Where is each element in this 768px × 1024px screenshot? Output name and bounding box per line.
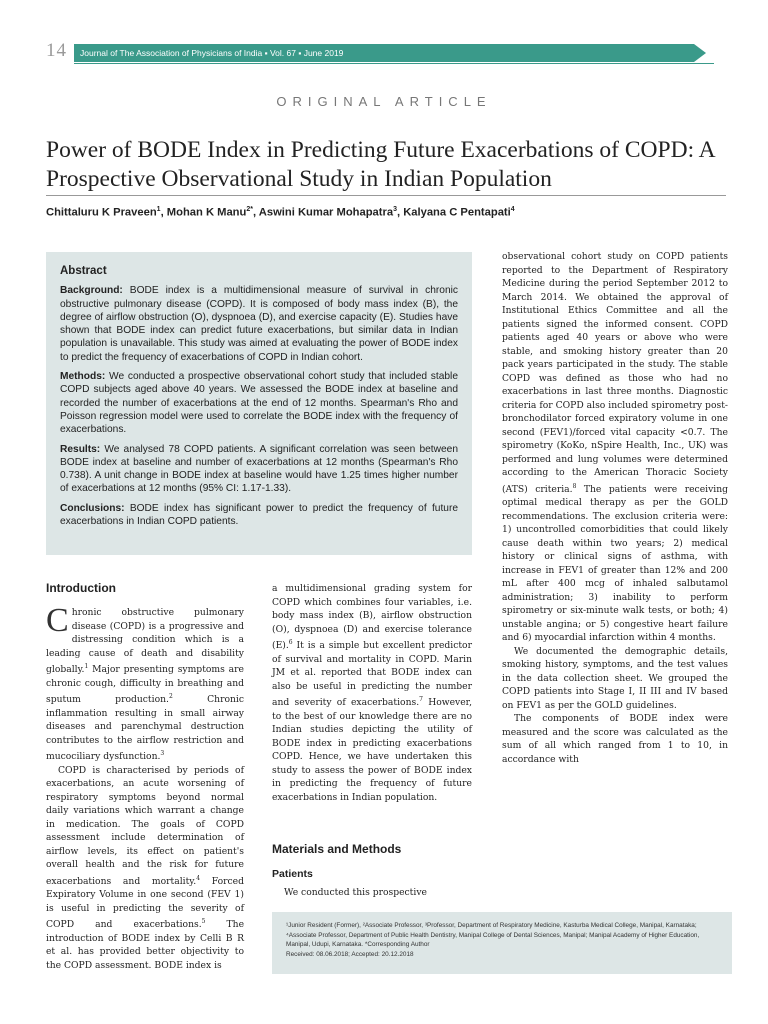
middle-paragraph-1: [272, 582, 472, 804]
author-affiliation-mark: 2*: [246, 206, 253, 213]
patients-heading: Patients: [272, 868, 313, 880]
journal-line: Journal of The Association of Physicians of India ▪ Vol. 67 ▪ June 2019: [80, 48, 344, 58]
body-text: The patients were receiving optimal medical therapy as per the GOLD recommendations. The exclusion criteria were: 1) uncontrolled comorbidities that could likely cause death within two years; 2) medical history or clinical signs of asthma, with increase in FEV1 of greater than 12% and 200 mL after 400 mcg of inhaled salbutamol administration; 3) inability to perform spirometry or six-minute walk tests, or both; 4) unstable angina; or 5) congestive heart failure and 6) myocardial infarction within 4 months.: [502, 483, 729, 644]
citation-ref: 1: [84, 663, 89, 670]
author: Aswini Kumar Mohapatra: [258, 206, 394, 219]
author: Chittaluru K Praveen: [46, 206, 157, 219]
introduction-column: [46, 602, 245, 972]
header-arrow-decoration: [694, 44, 706, 62]
intro-text: hronic obstructive pulmonary disease (COPD) is a progressive and distressing condition which is a leading cause of death and disability globally.: [46, 607, 244, 676]
intro-text: COPD is characterised by periods of exacerbations, an acute worsening of respiratory symptoms beyond normal daily variations which warrant a change in medication. The goals of COPD assessment include determination of airflow levels, its effect on patient's overall health and the risk for future exacerbations and mortality.: [46, 764, 244, 887]
article-title: Power of BODE Index in Predicting Future Exacerbations of COPD: A Prospective Observational Study in Indian Population: [46, 137, 715, 192]
dropcap-letter: C: [46, 602, 69, 639]
introduction-paragraph-1: [46, 602, 244, 764]
citation-ref: 3: [160, 750, 165, 758]
author: Mohan K Manu: [166, 206, 247, 219]
citation-ref: 5: [201, 918, 206, 926]
introduction-heading: Introduction: [46, 581, 116, 595]
received-accepted-dates: Received: 08.06.2018; Accepted: 20.12.2018: [286, 950, 414, 958]
middle-column: [272, 582, 472, 804]
abstract-results: [60, 443, 458, 496]
abstract-conclusions: [60, 502, 458, 529]
body-text: It is a simple but excellent predictor of survival and mortality in COPD. Marin JM et al. reported that BODE index can also be useful in predicting the number and severity of exacerbations.: [272, 640, 472, 709]
intro-text: Chronic inflammation resulting in small airway diseases and parenchymal destruction contributes to the airflow restriction and mucociliary dysfunction.: [46, 694, 244, 763]
page-number: 14: [46, 40, 67, 61]
abstract-box: [46, 252, 472, 555]
right-column: [502, 250, 728, 766]
citation-ref: 8: [572, 482, 577, 490]
abstract-conclusions-label: Conclusions:: [60, 502, 125, 514]
citation-ref: 6: [288, 639, 293, 646]
right-paragraph-3: The components of BODE index were measured and the score was calculated as the sum of all which ranged from 1 to 10, in accordance with: [502, 713, 728, 765]
author: Kalyana C Pentapati: [403, 206, 511, 219]
intro-text: The introduction of BODE index by Celli B R et al. has provided better objectivity to the COPD assessment. BODE index is: [46, 919, 245, 971]
abstract-methods-text: We conducted a prospective observational cohort study that included stable COPD subjects aged above 40 years. We assessed the BODE index at baseline and recorded the number of exacerbations at the end of 12 months. Spearman's Rho and Poisson regression model were used to correlate the BODE index with the frequency of exacerbations.: [60, 371, 458, 436]
body-text: observational cohort study on COPD patients reported to the Department of Respiratory Medicine during the period September 2012 to March 2014. We obtained the approval of Institutional Ethics Committee and all the patients signed the informed consent. COPD patients aged 40 years or above who were stable, and smoking history greater than 20 pack years participated in the study. The stable COPD was defined as those who had no exacerbations in last three months. Diagnostic criteria for COPD also included spirometry post-bronchodilator forced expiratory volume in one second (FEV1)/forced vital capacity <0.7. The spirometry (KoKo, nSpire Health, Inc., UK) was performed and lung volumes were determined according to the American Thoracic Society (ATS) criteria.: [502, 251, 728, 495]
body-text: However, to the best of our knowledge there are no Indian studies depicting the utility of BODE index in predicting exacerbations COPD. Hence, we have undertaken this study to assess the power of BODE index in predicting the frequency of future exacerbations in Indian population.: [272, 697, 472, 803]
header-divider: [74, 63, 714, 64]
journal-header-bar: [74, 44, 694, 62]
section-label: ORIGINAL ARTICLE: [276, 94, 492, 109]
abstract-methods-label: Methods:: [60, 371, 106, 383]
author-affiliation-mark: 3: [393, 206, 397, 213]
citation-ref: 7: [419, 696, 423, 704]
abstract-conclusions-text: BODE index has significant power to predict the frequency of future exacerbations in Indian COPD patients.: [60, 502, 458, 528]
citation-ref: 2: [168, 693, 173, 701]
right-paragraph-1: [502, 250, 728, 645]
introduction-paragraph-2: [46, 764, 244, 973]
author-affiliation-mark: 4: [510, 206, 515, 213]
abstract-methods: [60, 370, 458, 436]
abstract-results-text: We analysed 78 COPD patients. A significant correlation was seen between BODE index at baseline and number of exacerbations at 12 months (Spearman's Rho 0.738). A unit change in BODE index at baseline would have 1.25 times higher number of exacerbations at 12 months (95% CI: 1.17-1.33).: [60, 443, 458, 495]
methods-heading: Materials and Methods: [272, 842, 402, 856]
citation-ref: 4: [196, 874, 201, 882]
abstract-background-text: BODE index is a multidimensional measure of survival in chronic obstructive pulmonary disease (COPD). It is composed of body mass index (B), the degree of airflow obstruction (O), dyspnoea (D), and exercise capacity (E). Studies have shown that BODE index can predict future exacerbations, but similar data in Indian population is unavailable. This study was aimed at evaluating the power of BODE index to predict the frequency of exacerbations of COPD in Indian cohort.: [60, 285, 458, 363]
intro-text: Major presenting symptoms are chronic cough, difficulty in breathing and sputum production.: [46, 664, 244, 706]
affiliations-text: ¹Junior Resident (Former), ²Associate Professor, ³Professor, Department of Respiratory Medicine, Kasturba Medical College, Manipal, Karnataka; ⁴Associate Professor, Department of Public Health Dentistry, Manipal College of Dental Sciences, Manipal; Manipal Academy of Higher Education, Manipal, Udupi, Karnataka. *Corresponding Author: [286, 922, 700, 948]
abstract-background: [60, 284, 458, 364]
patients-column: [272, 886, 472, 900]
affiliation-footnote: [272, 912, 732, 974]
title-divider: [46, 195, 726, 196]
intro-text: Forced Expiratory Volume in one second (FEV 1) is useful in predicting the severity of COPD and exacerbations.: [46, 875, 244, 931]
right-paragraph-2: We documented the demographic details, smoking history, symptoms, and the test values in the data collection sheet. We grouped the COPD patients into Stage I, II III and IV based on FEV1 as per the GOLD guidelines.: [502, 645, 728, 711]
abstract-heading: Abstract: [60, 265, 107, 277]
patients-paragraph: We conducted this prospective: [284, 887, 427, 898]
author-list: Chittaluru K Praveen$^1$, Mohan K Manu$^{2*}$, Aswini Kumar Mohapatra$^3$, Kalyana C Pentapati$^4$: [46, 206, 515, 219]
body-text: a multidimensional grading system for COPD which combines four variables, i.e. body mass index (B), airflow obstruction (O), dyspnoea (D) and exercise tolerance (E).: [272, 583, 472, 652]
abstract-results-label: Results:: [60, 443, 101, 455]
abstract-background-label: Background:: [60, 285, 123, 297]
author-affiliation-mark: 1: [156, 206, 161, 213]
